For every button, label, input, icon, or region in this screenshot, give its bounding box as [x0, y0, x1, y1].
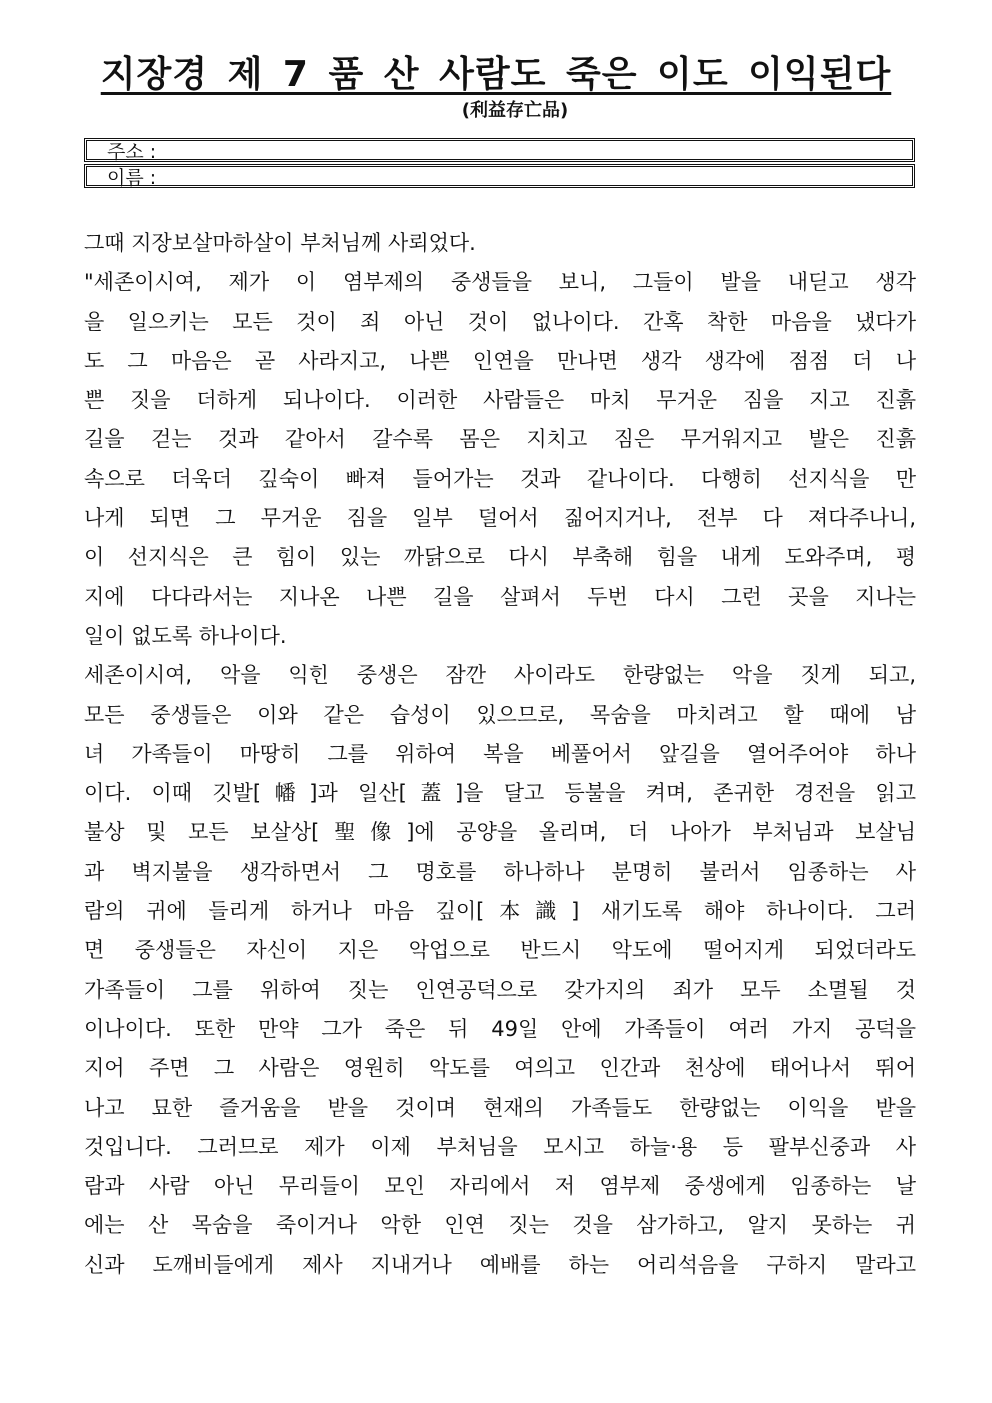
text-line: 쁜 짓을 더하게 되나이다. 이러한 사람들은 마치 무거운 짐을 지고 진흙 — [84, 388, 916, 413]
text-line: 그때 지장보살마하살이 부처님께 사뢰었다. — [84, 231, 476, 255]
text-line: 신과 도깨비들에게 제사 지내거나 예배를 하는 어리석음을 구하지 말라고 — [84, 1252, 916, 1277]
name-field[interactable] — [84, 164, 915, 188]
address-field[interactable] — [84, 138, 915, 162]
name-label: 이름 : — [107, 167, 157, 189]
text-line: 이 선지식은 큰 힘이 있는 까닭으로 다시 부축해 힘을 내게 도와주며, 평 — [84, 545, 916, 570]
text-line: 람의 귀에 들리게 하거나 마음 깊이[本識] 새기도록 해야 하나이다. 그러 — [84, 899, 916, 924]
text-line: 불상 및 모든 보살상[聖像]에 공양을 올리며, 더 나아가 부처님과 보살님 — [84, 820, 916, 845]
document-subtitle: (利益存亡品) — [461, 100, 569, 121]
document-title-text: 지장경 제 7 품 산 사람도 죽은 이도 이익된다 — [100, 54, 892, 95]
address-label: 주소 : — [107, 141, 157, 163]
text-line: 과 벽지불을 생각하면서 그 명호를 하나하나 분명히 불러서 임종하는 사 — [84, 859, 916, 884]
text-line: 길을 걷는 것과 같아서 갈수록 몸은 지치고 짐은 무거워지고 발은 진흙 — [84, 427, 916, 452]
text-line: 이나이다. 또한 만약 그가 죽은 뒤 49일 안에 가족들이 여러 가지 공덕을 — [84, 1016, 916, 1041]
text-line: 것입니다. 그러므로 제가 이제 부처님을 모시고 하늘·용 등 팔부신중과 사 — [84, 1134, 916, 1159]
text-line: 도 그 마음은 곧 사라지고, 나쁜 인연을 만나면 생각 생각에 점점 더 나 — [84, 348, 916, 373]
document-title — [0, 52, 992, 98]
body-text — [84, 224, 916, 1285]
text-line: 에는 산 목숨을 죽이거나 악한 인연 짓는 것을 삼가하고, 알지 못하는 귀 — [84, 1213, 916, 1238]
text-line: 속으로 더욱더 깊숙이 빠져 들어가는 것과 같나이다. 다행히 선지식을 만 — [84, 466, 916, 491]
text-line: 을 일으키는 모든 것이 죄 아닌 것이 없나이다. 간혹 착한 마음을 냈다가 — [84, 309, 916, 334]
text-line: 이다. 이때 깃발[幡]과 일산[蓋]을 달고 등불을 켜며, 존귀한 경전을 읽고 — [84, 781, 916, 806]
text-line: 일이 없도록 하나이다. — [84, 623, 287, 648]
text-line: 지에 다다라서는 지나온 나쁜 길을 살펴서 두번 다시 그런 곳을 지나는 — [84, 584, 916, 609]
text-line: 면 중생들은 자신이 지은 악업으로 반드시 악도에 떨어지게 되었더라도 — [84, 938, 916, 963]
text-line: 세존이시여, 악을 익힌 중생은 잠깐 사이라도 한량없는 악을 짓게 되고, — [84, 663, 916, 688]
text-line: 나게 되면 그 무거운 짐을 일부 덜어서 짊어지거나, 전부 다 져다주나니, — [84, 506, 916, 531]
text-line: 가족들이 그를 위하여 짓는 인연공덕으로 갖가지의 죄가 모두 소멸될 것 — [84, 977, 916, 1002]
text-line: "세존이시여, 제가 이 염부제의 중생들을 보니, 그들이 발을 내딛고 생각 — [84, 270, 916, 295]
text-line: 람과 사람 아닌 무리들이 모인 자리에서 저 염부제 중생에게 임종하는 날 — [84, 1174, 916, 1199]
text-line: 나고 묘한 즐거움을 받을 것이며 현재의 가족들도 한량없는 이익을 받을 — [84, 1095, 916, 1120]
text-line: 모든 중생들은 이와 같은 습성이 있으므로, 목숨을 마치려고 할 때에 남 — [84, 702, 916, 727]
info-fields — [84, 138, 915, 190]
text-line: 지어 주면 그 사람은 영원히 악도를 여의고 인간과 천상에 태어나서 뛰어 — [84, 1056, 916, 1081]
text-line: 녀 가족들이 마땅히 그를 위하여 복을 베풀어서 앞길을 열어주어야 하나 — [84, 741, 916, 766]
